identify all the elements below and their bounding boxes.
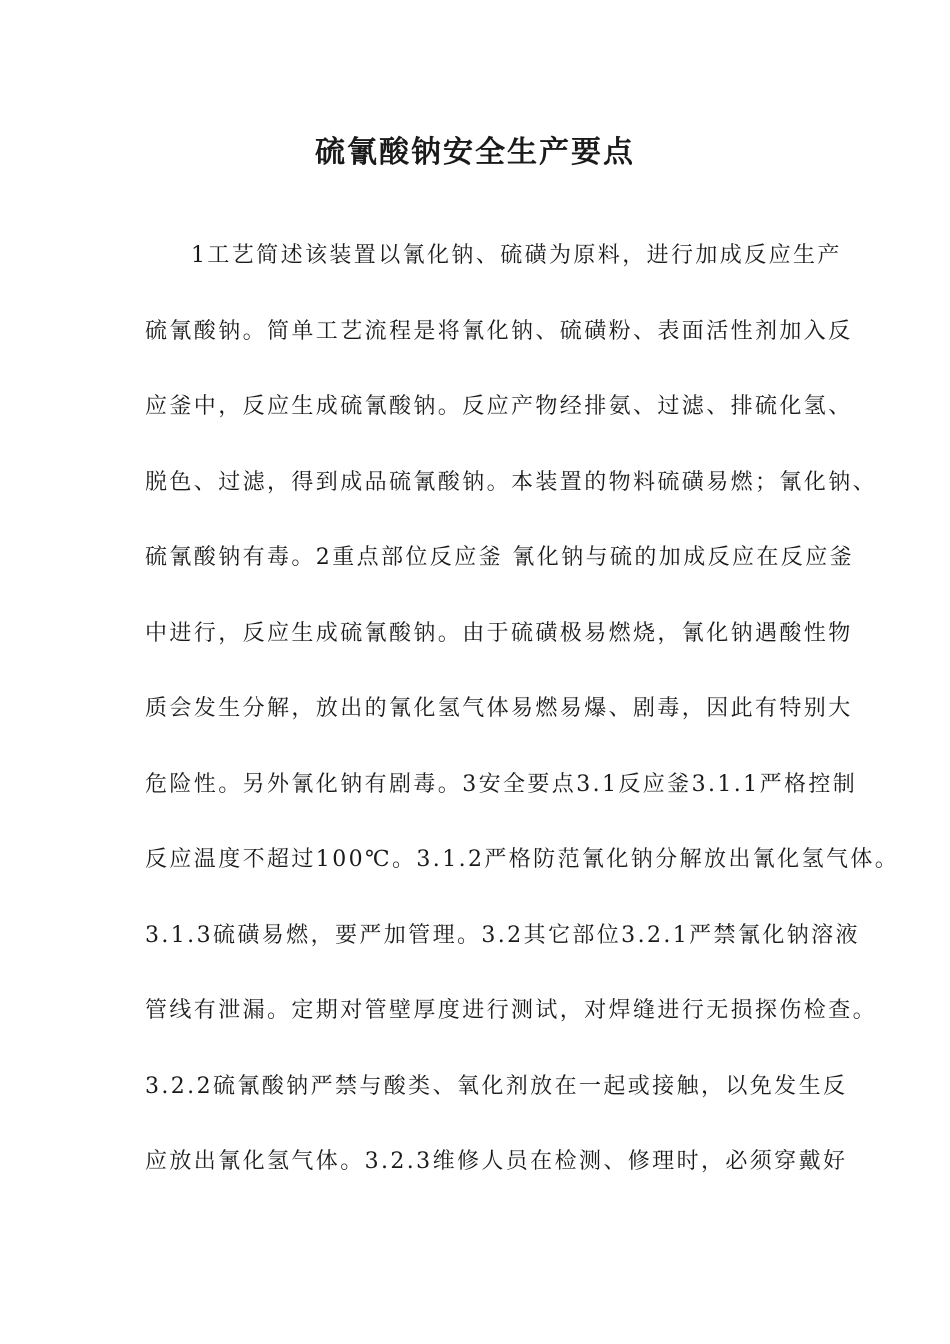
body-line: 脱色、过滤，得到成品硫氰酸钠。本装置的物料硫磺易燃；氰化钠、 [145,469,878,495]
body-line: 管线有泄漏。定期对管壁厚度进行测试，对焊缝进行无损探伤检查。 [145,998,878,1023]
body-line: 质会发生分解，放出的氰化氢气体易燃易爆、剧毒，因此有特别大 [145,696,853,721]
body-line: 硫氰酸钠有毒。2重点部位反应釜 氰化钠与硫的加成反应在反应釜 [145,545,854,570]
body-line: 1工艺简述该装置以氰化钠、硫磺为原料，进行加成反应生产 [191,243,842,268]
body-line: 3.2.2硫氰酸钠严禁与酸类、氧化剂放在一起或接触，以免发生反 [145,1073,848,1099]
body-line: 应放出氰化氢气体。3.2.3维修人员在检测、修理时，必须穿戴好 [145,1149,848,1174]
document-title: 硫氰酸钠安全生产要点 [315,135,635,170]
body-line: 应釜中，反应生成硫氰酸钠。反应产物经排氨、过滤、排硫化氢、 [145,394,853,419]
body-line: 中进行，反应生成硫氰酸钠。由于硫磺极易燃烧，氰化钠遇酸性物 [145,620,853,646]
body-line: 硫氰酸钠。简单工艺流程是将氰化钠、硫磺粉、表面活性剂加入反 [145,318,853,344]
document-body [145,236,900,1218]
body-line: 3.1.3硫磺易燃，要严加管理。3.2其它部位3.2.1严禁氰化钠溶液 [145,922,860,948]
body-line: 危险性。另外氰化钠有剧毒。3安全要点3.1反应釜3.1.1严格控制 [145,771,858,797]
body-line: 反应温度不超过100℃。3.1.2严格防范氰化钠分解放出氰化氢气体。 [145,847,900,872]
